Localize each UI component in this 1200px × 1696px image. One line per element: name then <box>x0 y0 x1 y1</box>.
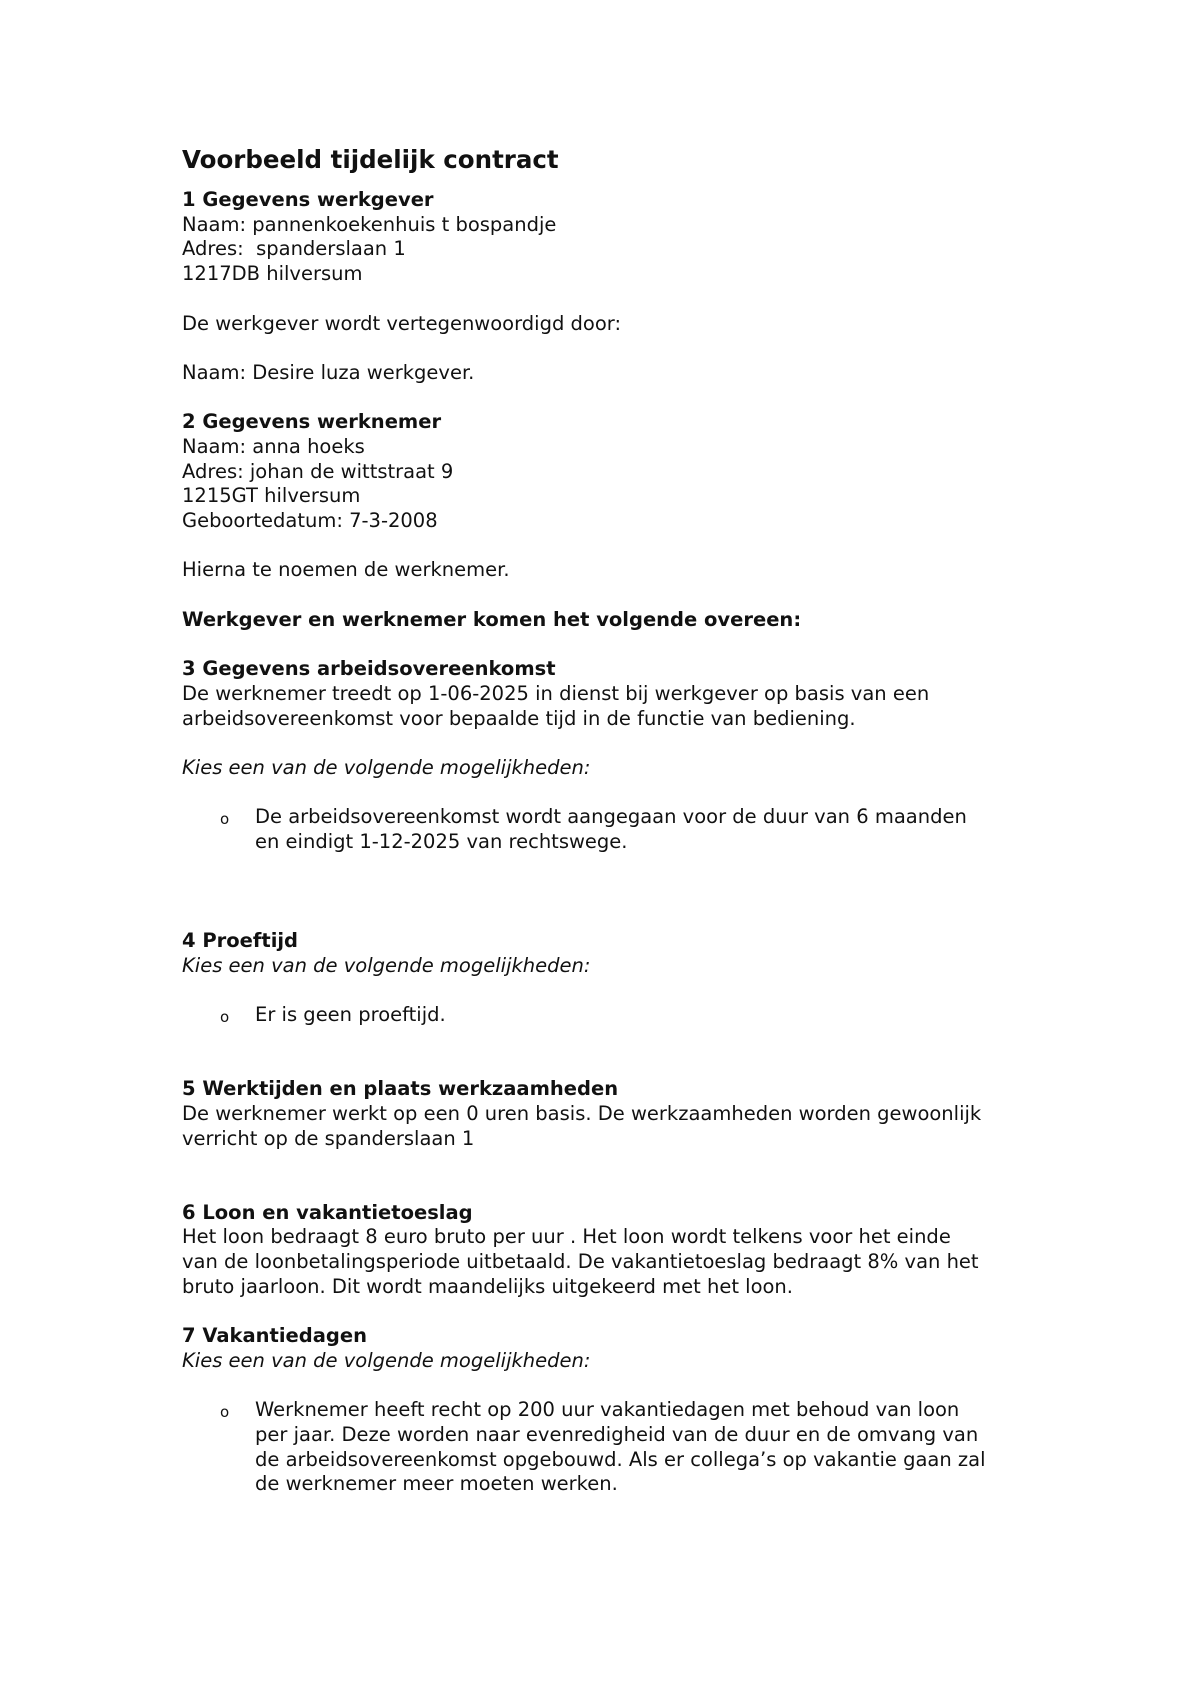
bullet-marker: o <box>220 810 230 829</box>
contract-body <box>182 143 1042 1497</box>
section-heading-arbeidsovereenkomst: 3 Gegevens arbeidsovereenkomst <box>182 657 556 681</box>
representative-name: Naam: Desire luza werkgever. <box>182 360 475 384</box>
section-heading-werktijden: 5 Werktijden en plaats werkzaamheden <box>182 1077 619 1101</box>
werknemer-birthdate: Geboortedatum: 7-3-2008 <box>182 509 438 533</box>
werknemer-note: Hierna te noemen de werknemer. <box>182 558 510 582</box>
agreement-statement: Werkgever en werknemer komen het volgende overeen: <box>182 607 802 631</box>
bullet-marker: o <box>220 1008 230 1027</box>
bullet-marker: o <box>220 1403 230 1422</box>
werkgever-name: Naam: pannenkoekenhuis t bospandje <box>182 212 557 236</box>
section-heading-loon: 6 Loon en vakantietoeslag <box>182 1200 473 1224</box>
choose-option-text: Kies een van de volgende mogelijkheden: <box>182 953 591 977</box>
loon-line: van de loonbetalingsperiode uitbetaald. De vakantietoeslag bedraagt 8% van het <box>182 1249 979 1273</box>
section-heading-werknemer: 2 Gegevens werknemer <box>182 410 442 434</box>
list-item-line: per jaar. Deze worden naar evenredigheid van de duur en de omvang van <box>255 1422 979 1446</box>
werknemer-name: Naam: anna hoeks <box>182 434 365 458</box>
list-item <box>182 805 1042 854</box>
list-item-line: De arbeidsovereenkomst wordt aangegaan voor de duur van 6 maanden <box>255 805 967 829</box>
list-item <box>182 1003 1042 1028</box>
werknemer-postcode: 1215GT hilversum <box>182 484 361 508</box>
arbeidsovereenkomst-line: De werknemer treedt op 1-06-2025 in dienst bij werkgever op basis van een <box>182 681 930 705</box>
choose-option-text: Kies een van de volgende mogelijkheden: <box>182 756 591 780</box>
document-title: Voorbeeld tijdelijk contract <box>182 145 559 174</box>
section-heading-proeftijd: 4 Proeftijd <box>182 928 299 952</box>
werkgever-postcode: 1217DB hilversum <box>182 262 363 286</box>
werkgever-address: Adres: spanderslaan 1 <box>182 237 406 261</box>
list-item-line: de werknemer meer moeten werken. <box>255 1472 618 1496</box>
list-item-line: Er is geen proeftijd. <box>255 1003 446 1027</box>
list-item <box>182 1398 1042 1497</box>
list-item-line: en eindigt 1-12-2025 van rechtswege. <box>255 830 628 854</box>
list-item-line: de arbeidsovereenkomst opgebouwd. Als er collega’s op vakantie gaan zal <box>255 1447 986 1471</box>
represented-by-text: De werkgever wordt vertegenwoordigd door: <box>182 311 622 335</box>
loon-line: Het loon bedraagt 8 euro bruto per uur . Het loon wordt telkens voor het einde <box>182 1225 951 1249</box>
section-heading-vakantiedagen: 7 Vakantiedagen <box>182 1324 367 1348</box>
section-heading-werkgever: 1 Gegevens werkgever <box>182 188 434 211</box>
list-item-line: Werknemer heeft recht op 200 uur vakantiedagen met behoud van loon <box>255 1398 960 1422</box>
arbeidsovereenkomst-line: arbeidsovereenkomst voor bepaalde tijd in de functie van bediening. <box>182 706 856 730</box>
loon-line: bruto jaarloon. Dit wordt maandelijks uitgekeerd met het loon. <box>182 1274 793 1298</box>
werktijden-line: De werknemer werkt op een 0 uren basis. De werkzaamheden worden gewoonlijk <box>182 1101 982 1125</box>
werknemer-address: Adres: johan de wittstraat 9 <box>182 459 454 483</box>
choose-option-text: Kies een van de volgende mogelijkheden: <box>182 1348 591 1372</box>
werktijden-line: verricht op de spanderslaan 1 <box>182 1126 475 1150</box>
